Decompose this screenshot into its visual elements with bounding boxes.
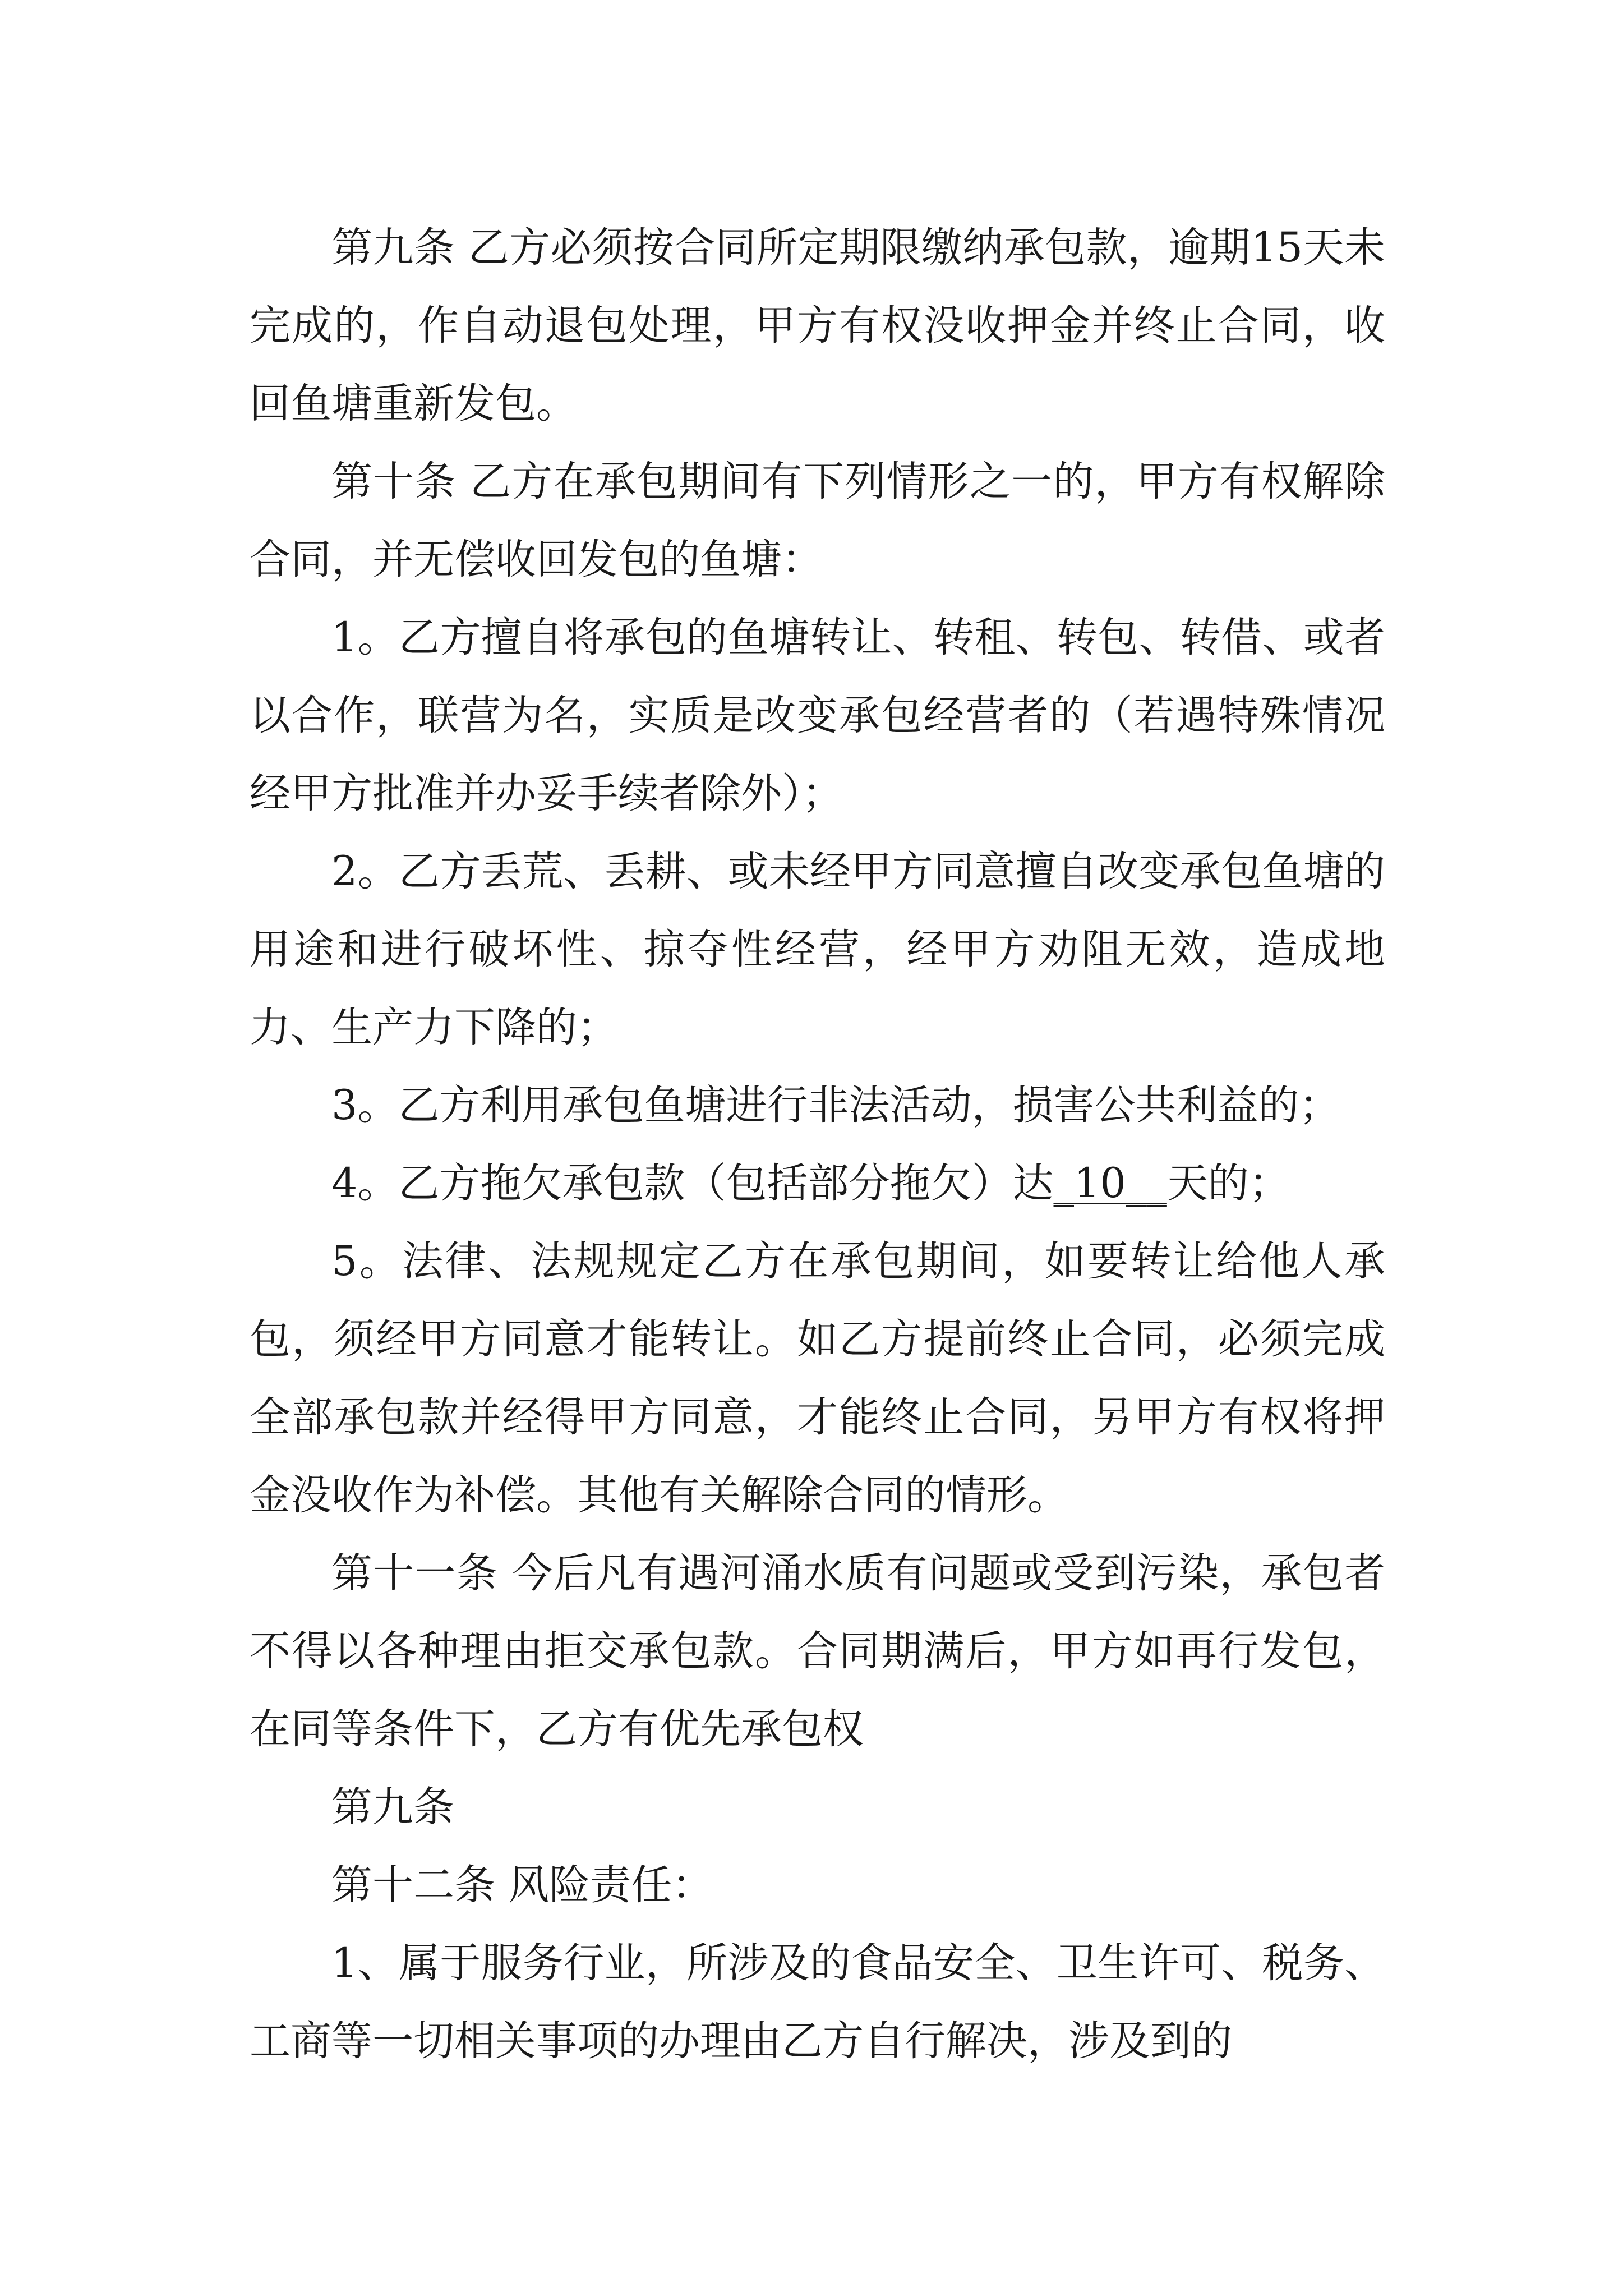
item-4-text-after: 天的； [1166,1159,1290,1207]
article-10-item-5: 5。法律、法规规定乙方在承包期间，如要转让给他人承包，须经甲方同意才能转让。如乙方提前终止合同，必须完成全部承包款并经得甲方同意，才能终止合同，另甲方有权将押金没收作为补偿。其他有关解除合同的情形。 [250,1237,1385,1519]
document-body [250,209,1385,2080]
article-9-paragraph: 第九条 乙方必须按合同所定期限缴纳承包款，逾期15天未完成的，作自动退包处理，甲方有权没收押金并终止合同，收回鱼塘重新发包。 [250,224,1385,427]
article-10-item-3: 3。乙方利用承包鱼塘进行非法活动，损害公共利益的； [331,1082,1340,1129]
article-12-heading: 第十二条 风险责任： [331,1861,713,1909]
arrears-days-blank: _10__ [1053,1159,1167,1207]
article-10-item-2: 2。乙方丢荒、丢耕、或未经甲方同意擅自改变承包鱼塘的用途和进行破坏性、掠夺性经营，经甲方劝阻无效，造成地力、生产力下降的； [250,848,1385,1051]
article-9-repeat-heading: 第九条 [331,1783,454,1831]
article-10-item-1: 1。乙方擅自将承包的鱼塘转让、转租、转包、转借、或者以合作，联营为名，实质是改变承包经营者的（若遇特殊情况经甲方批准并办妥手续者除外）； [250,614,1385,817]
article-12-item-1: 1、属于服务行业，所涉及的食品安全、卫生许可、税务、工商等一切相关事项的办理由乙方自行解决，涉及到的 [250,1939,1385,2065]
article-10-paragraph: 第十条 乙方在承包期间有下列情形之一的，甲方有权解除合同，并无偿收回发包的鱼塘： [250,458,1385,583]
item-4-text-before: 4。乙方拖欠承包款（包括部分拖欠）达 [331,1159,1054,1207]
article-11-paragraph: 第十一条 今后凡有遇河涌水质有问题或受到污染，承包者不得以各种理由拒交承包款。合同期满后，甲方如再行发包，在同等条件下，乙方有优先承包权 [250,1549,1385,1753]
article-10-item-4 [250,1144,1385,1222]
